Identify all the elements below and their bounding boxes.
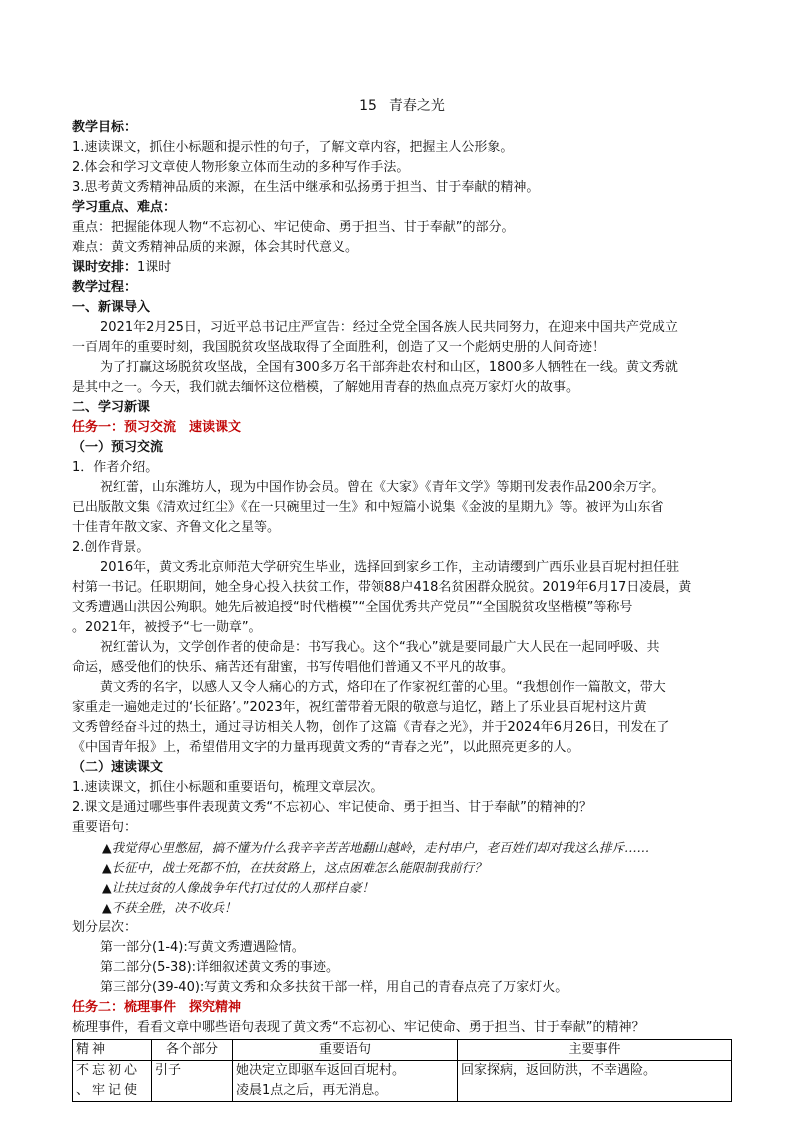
background-paragraph-line: 2016年，黄文秀北京师范大学研究生毕业，选择回到家乡工作，主动请缨到广西乐业县百坭村担任驻 (100, 560, 680, 575)
lesson-title (72, 96, 732, 116)
intro-paragraph-line: 一百周年的重要时刻，我国脱贫攻坚战取得了全面胜利，创造了又一个彪炳史册的人间奇迹！ (72, 340, 606, 355)
key-sentences-label: 重要语句： (72, 820, 138, 835)
background-paragraph-line: 文秀遭遇山洪因公殉职。她先后被追授“时代楷模”“全国优秀共产党员”“全国脱贫攻坚楷模”等称号 (72, 600, 633, 615)
goals-heading: 教学目标： (72, 120, 138, 135)
goal-item: 1.速读课文，抓住小标题和提示性的句子，了解文章内容，把握主人公形象。 (72, 140, 514, 155)
background-paragraph-line: 命运，感受他们的快乐、痛苦还有甜蜜，书写传唱他们普通又不平凡的故事。 (72, 660, 515, 675)
table-cell-event: 回家探病，返回防洪，不幸遇险。 (458, 1061, 732, 1102)
hours-value: 1课时 (137, 260, 172, 275)
layer-item: 第二部分(5-38):详细叙述黄文秀的事迹。 (100, 960, 340, 975)
table-cell-part: 引子 (152, 1061, 233, 1102)
background-paragraph-line: 家重走一遍她走过的‘长征路’。”2023年，祝红蕾带着无限的敬意与追忆，踏上了乐业县百坭村这片黄 (72, 700, 647, 715)
hours-label: 课时安排： (72, 260, 138, 275)
task2-question: 梳理事件，看看文章中哪些语句表现了黄文秀“不忘初心、牢记使命、勇于担当、甘于奉献”的精神？ (72, 1020, 645, 1035)
table-header-row (73, 1040, 732, 1061)
key-sentence: ▲让扶过贫的人像战争年代打过仗的人那样自豪！ (102, 880, 375, 895)
key-sentence: ▲不获全胜，决不收兵！ (102, 900, 237, 915)
key-sentence: ▲我觉得心里憋屈，搞不懂为什么我辛辛苦苦地翻山越岭，走村串户，老百姓们却对我这么排斥…… (102, 840, 650, 855)
intro-paragraph-line: 是其中之一。今天，我们就去缅怀这位楷模，了解她用青春的热血点亮万家灯火的故事。 (72, 380, 580, 395)
key-sentence: ▲长征中，战士死都不怕，在扶贫路上，这点困难怎么能限制我前行？ (102, 860, 487, 875)
intro-paragraph-line: 2021年2月25日，习近平总书记庄严宣告：经过全党全国各族人民共同努力，在迎来中国共产党成立 (100, 320, 678, 335)
events-table (72, 1039, 732, 1102)
background-paragraph-line: 文秀曾经奋斗过的热土，通过寻访相关人物，创作了这篇《青春之光》，并于2024年6月26日，刊发在了 (72, 720, 670, 735)
background-paragraph-line: 《中国青年报》上，希望借用文字的力量再现黄文秀的“青春之光”，以此照亮更多的人。 (72, 740, 580, 755)
spirit-line: 、牢记使 (76, 1083, 141, 1098)
section-new-lesson-heading: 二、学习新课 (72, 400, 151, 415)
section-intro-heading: 一、新课导入 (72, 300, 151, 315)
task1-heading: 任务一：预习交流 速读课文 (72, 420, 242, 435)
speed-read-subheading: （二）速读课文 (72, 760, 164, 775)
goal-item: 2.体会和学习文章使人物形象立体而生动的多种写作手法。 (72, 160, 410, 175)
table-header-cell: 精神 (73, 1040, 152, 1061)
process-heading: 教学过程： (72, 280, 138, 295)
table-row (73, 1061, 732, 1102)
layers-label: 划分层次： (72, 920, 138, 935)
lesson-number: 15 (359, 98, 377, 114)
background-paragraph-line: 。2021年，被授予“七一勋章”。 (72, 620, 262, 635)
focus-hard: 难点：黄文秀精神品质的来源，体会其时代意义。 (72, 240, 359, 255)
read-task-item: 2.课文是通过哪些事件表现黄文秀“不忘初心、牢记使命、勇于担当、甘于奉献”的精神的？ (72, 800, 592, 815)
table-header-cell: 各个部分 (152, 1040, 233, 1061)
table-header-cell: 主要事件 (458, 1040, 732, 1061)
author-label: 1．作者介绍。 (72, 460, 159, 475)
read-task-item: 1.速读课文，抓住小标题和重要语句，梳理文章层次。 (72, 780, 384, 795)
table-header-cell: 重要语句 (233, 1040, 458, 1061)
spirit-line: 不忘初心 (76, 1063, 141, 1078)
layer-item: 第三部分(39-40):写黄文秀和众多扶贫干部一样，用自己的青春点亮了万家灯火。 (100, 980, 569, 995)
background-paragraph-line: 祝红蕾认为，文学创作者的使命是：书写我心。这个“我心”就是要同最广大人民在一起同呼吸、共 (100, 640, 660, 655)
document-page (72, 96, 732, 1102)
goal-item: 3.思考黄文秀精神品质的来源，在生活中继承和弘扬勇于担当、甘于奉献的精神。 (72, 180, 540, 195)
preview-subheading: （一）预习交流 (72, 440, 164, 455)
background-label: 2.创作背景。 (72, 540, 150, 555)
task2-heading: 任务二：梳理事件 探究精神 (72, 1000, 242, 1015)
author-paragraph-line: 已出版散文集《清欢过红尘》《在一只碗里过一生》和中短篇小说集《金波的星期九》等。被评为山东省 (72, 500, 664, 515)
table-cell-sentences (233, 1061, 458, 1102)
focus-heading: 学习重点、难点： (72, 200, 177, 215)
layer-item: 第一部分(1-4):写黄文秀遭遇险情。 (100, 940, 305, 955)
sentence-line: 她决定立即驱车返回百坭村。 (236, 1063, 406, 1078)
intro-paragraph-line: 为了打赢这场脱贫攻坚战，全国有300多万名干部奔赴农村和山区，1800多人牺牲在一线。黄文秀就 (100, 360, 678, 375)
background-paragraph-line: 村第一书记。任职期间，她全身心投入扶贫工作，带领88户418名贫困群众脱贫。2019年6月17日凌晨，黄 (72, 580, 692, 595)
author-paragraph-line: 祝红蕾，山东潍坊人，现为中国作协会员。曾在《大家》《青年文学》等期刊发表作品200余万字。 (100, 480, 665, 495)
sentence-line: 凌晨1点之后，再无消息。 (236, 1083, 388, 1098)
hours-line (72, 258, 732, 278)
table-cell-spirit (73, 1061, 152, 1102)
author-paragraph-line: 十佳青年散文家、齐鲁文化之星等。 (72, 520, 281, 535)
background-paragraph-line: 黄文秀的名字，以感人又令人痛心的方式，烙印在了作家祝红蕾的心里。“我想创作一篇散文，带大 (100, 680, 666, 695)
lesson-title-text: 青春之光 (388, 98, 445, 114)
focus-key: 重点：把握能体现人物“不忘初心、牢记使命、勇于担当、甘于奉献”的部分。 (72, 220, 515, 235)
